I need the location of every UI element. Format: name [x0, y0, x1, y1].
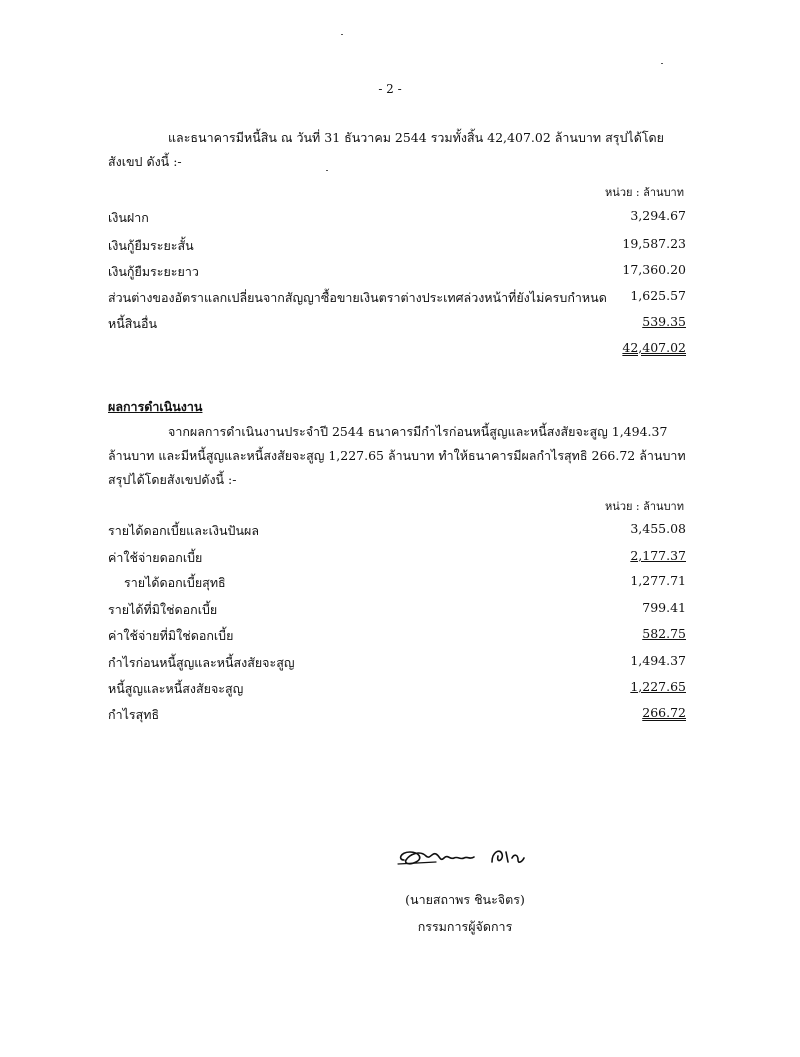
- result-label: ค่าใช้จ่ายดอกเบี้ย: [108, 550, 203, 565]
- liability-label: เงินฝาก: [108, 210, 149, 225]
- handwritten-signature: [396, 838, 556, 878]
- liability-value: 1,625.57: [630, 288, 686, 303]
- result-label: รายได้ที่มิใช่ดอกเบี้ย: [108, 602, 218, 617]
- liabilities-total-row: [108, 340, 686, 362]
- result-value: 266.72: [642, 705, 686, 720]
- result-value: 582.75: [642, 626, 686, 641]
- result-label: รายได้ดอกเบี้ยและเงินปันผล: [108, 523, 260, 538]
- liability-row-long-term-borrowings: [108, 262, 686, 284]
- liability-row-fx-difference: [108, 288, 686, 310]
- result-row-interest-income: [108, 521, 686, 543]
- result-value: 799.41: [642, 600, 686, 615]
- result-label: กำไรก่อนหนี้สูญและหนี้สงสัยจะสูญ: [108, 655, 295, 670]
- result-row-profit-before-bad-debt: [108, 653, 686, 675]
- signatory-name: (นายสถาพร ชินะจิตร): [405, 892, 525, 907]
- result-label: รายได้ดอกเบี้ยสุทธิ: [124, 575, 226, 590]
- liability-label: หนี้สินอื่น: [108, 316, 158, 331]
- results-intro-paragraph: [108, 420, 688, 492]
- liability-value: 3,294.67: [630, 208, 686, 223]
- signatory-title: กรรมการผู้จัดการ: [417, 919, 513, 934]
- liability-row-other: [108, 314, 686, 336]
- scan-speck: [326, 170, 328, 171]
- liability-label: ส่วนต่างของอัตราแลกเปลี่ยนจากสัญญาซื้อขายเงินตราต่างประเทศล่วงหน้าที่ยังไม่ครบกำหนด: [108, 290, 607, 305]
- results-unit-label: หน่วย : ล้านบาท: [605, 500, 684, 513]
- result-row-interest-expense: [108, 548, 686, 570]
- result-row-net-interest-income: [108, 573, 686, 595]
- result-label: ค่าใช้จ่ายที่มิใช่ดอกเบี้ย: [108, 628, 234, 643]
- scan-speck: [661, 63, 663, 64]
- result-row-non-interest-income: [108, 600, 686, 622]
- liability-label: เงินกู้ยืมระยะสั้น: [108, 238, 194, 253]
- liability-label: เงินกู้ยืมระยะยาว: [108, 264, 199, 279]
- page-number: - 2 -: [378, 82, 402, 96]
- result-value: 1,494.37: [630, 653, 686, 668]
- result-value: 1,227.65: [630, 679, 686, 694]
- liabilities-unit-label: หน่วย : ล้านบาท: [605, 186, 684, 199]
- result-value: 1,277.71: [630, 573, 686, 588]
- results-intro-text: จากผลการดำเนินงานประจำปี 2544 ธนาคารมีกำไรก่อนหนี้สูญและหนี้สงสัยจะสูญ 1,494.37 ล้านบาท และมีหนี้สูญและหนี้สงสัยจะสูญ 1,227.65 ล้านบาท ทำให้ธนาคารมีผลกำไรสุทธิ 266.72 ล้านบาท สรุปได้โดยสังเขปดังนี้ :-: [108, 424, 686, 487]
- liabilities-total-value: 42,407.02: [622, 340, 686, 355]
- liabilities-intro-text: และธนาคารมีหนี้สิน ณ วันที่ 31 ธันวาคม 2544 รวมทั้งสิ้น 42,407.02 ล้านบาท สรุปได้โดยสังเขป ดังนี้ :-: [108, 130, 664, 169]
- result-label: หนี้สูญและหนี้สงสัยจะสูญ: [108, 681, 244, 696]
- scan-speck: [341, 34, 343, 35]
- liability-value: 17,360.20: [622, 262, 686, 277]
- result-value: 2,177.37: [630, 548, 686, 563]
- result-row-non-interest-expense: [108, 626, 686, 648]
- liability-value: 539.35: [642, 314, 686, 329]
- result-row-bad-debt: [108, 679, 686, 701]
- result-label: กำไรสุทธิ: [108, 707, 160, 722]
- results-heading: ผลการดำเนินงาน: [108, 399, 203, 414]
- liability-value: 19,587.23: [622, 236, 686, 251]
- liability-row-short-term-borrowings: [108, 236, 686, 258]
- result-row-net-profit: [108, 705, 686, 727]
- result-value: 3,455.08: [630, 521, 686, 536]
- liability-row-deposits: [108, 208, 686, 230]
- liabilities-intro-paragraph: [108, 126, 688, 174]
